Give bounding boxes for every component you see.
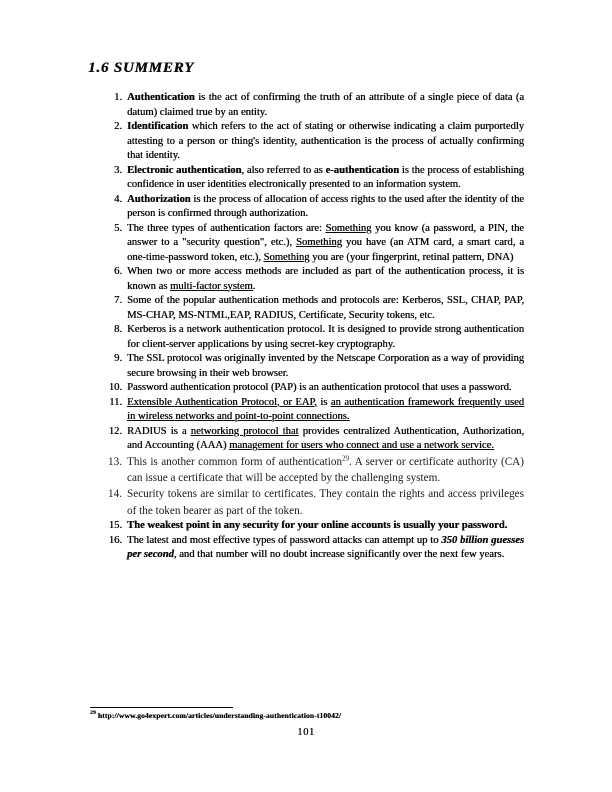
list-item-segment: Authentication — [127, 92, 195, 103]
list-item-segment: e-authentication — [325, 164, 399, 176]
list-item-number: 8. — [114, 324, 122, 335]
list-item-number: 12. — [108, 425, 122, 437]
list-item-text — [127, 120, 524, 164]
list-item-segment: provides centralized Authentication, Authorization, and Accounting (AAA) — [127, 425, 524, 451]
list-item-segment: Identification — [127, 121, 189, 132]
list-item-number: 9. — [114, 353, 122, 364]
list-item-text — [127, 519, 524, 534]
list-item-number: 6. — [114, 266, 122, 277]
list-item-text — [127, 164, 524, 193]
list-item-segment: , also referred to as — [241, 164, 326, 176]
list-item-segment: RADIUS is a — [127, 425, 191, 437]
list-item-number: 16. — [108, 534, 122, 546]
list-item-segment: Extensible Authentication Protocol, or EAP, — [127, 396, 317, 408]
list-item-segment: you know (a password, a PIN, the answer to a "security question", etc.), — [127, 222, 525, 248]
list-item-segment: Something — [263, 251, 310, 263]
list-item-number: 13. — [108, 455, 122, 468]
list-item — [104, 120, 524, 164]
list-item — [104, 534, 524, 563]
summary-list — [104, 91, 524, 563]
list-item-segment: Something — [325, 222, 372, 234]
list-item-segment: is the process of allocation of access rights to the used after the identity of the person is confirmed through authorization. — [127, 193, 524, 219]
list-item-segment: The weakest point in any security for your online accounts is usually your password. — [127, 520, 508, 532]
list-item-number: 4. — [114, 193, 122, 205]
list-item-segment: Security tokens are similar to certificates. They contain the rights and access privileges of the token bearer as part of the token. — [127, 488, 524, 517]
list-item-text — [127, 222, 524, 266]
list-item-segment: The three types of authentication factors are: — [127, 222, 326, 234]
list-item — [104, 265, 524, 294]
list-item-text — [127, 91, 524, 120]
list-item-segment: 350 billion guesses per second — [127, 534, 524, 561]
list-item-number: 15. — [108, 520, 122, 532]
list-item — [104, 396, 524, 425]
list-item-segment: , and that number will no doubt increase significantly over the next few years. — [173, 549, 505, 561]
list-item-segment: an authentication framework frequently used in wireless networks and point-to-point connections. — [127, 396, 524, 422]
footnote-url: http://www.go4expert.com/articles/understanding-authentication-t10042/ — [97, 711, 342, 720]
list-item-text — [127, 193, 524, 222]
list-item — [104, 222, 524, 266]
list-item-segment: Something — [295, 237, 342, 248]
list-item-text — [127, 534, 524, 563]
list-item — [104, 91, 524, 120]
list-item-segment: Electronic authentication — [127, 164, 242, 176]
list-item-segment: This is another common form of authentication — [127, 455, 343, 468]
list-item-segment: . A server or certificate authority (CA) can issue a certificate that will be accepted by the challenging system. — [127, 455, 524, 484]
list-item-segment: you are (your fingerprint, retinal pattern, DNA) — [309, 251, 514, 263]
list-item-text — [127, 323, 524, 352]
list-item-segment: . — [252, 280, 256, 292]
list-item-text — [127, 396, 524, 425]
list-item — [104, 352, 524, 381]
list-item-text — [127, 265, 524, 294]
page-title: 1.6 SUMMERY — [88, 60, 195, 76]
list-item-segment: Some of the popular authentication methods and protocols are: Kerberos, SSL, CHAP, PAP, MS-CHAP, MS-NTML,EAP, RADIUS, Certificate, Security tokens, etc. — [127, 295, 524, 321]
list-item-number: 10. — [108, 382, 122, 393]
list-item-segment: is — [316, 396, 331, 408]
list-item-text — [127, 454, 524, 487]
list-item-segment: The latest and most effective types of password attacks can attempt up to — [127, 534, 442, 546]
list-item — [104, 164, 524, 193]
list-item-segment: which refers to the act of stating or otherwise indicating a claim purportedly attesting to a person or thing's identity, authentication is the process of actually confirming that identity. — [127, 121, 524, 161]
list-item-segment: is the act of confirming the truth of an attribute of a single piece of data (a datum) claimed true by an entity. — [127, 92, 524, 118]
list-item-segment: networking protocol that — [190, 425, 299, 437]
list-item — [104, 193, 524, 222]
list-item — [104, 294, 524, 323]
list-item-number: 2. — [114, 121, 122, 132]
list-item — [104, 519, 524, 534]
list-item-text — [127, 294, 524, 323]
list-item-segment: is the process of establishing confidence in user identities electronically presented to an information system. — [127, 164, 524, 190]
list-item-text — [127, 352, 524, 381]
list-item-number: 7. — [114, 295, 122, 306]
list-item-segment: When two or more access methods are included as part of the authentication process, it is known as — [127, 266, 524, 292]
footnote — [90, 711, 341, 720]
list-item — [104, 425, 524, 454]
list-item-segment: multi-factor system — [169, 280, 253, 292]
list-item — [104, 323, 524, 352]
list-item-number: 3. — [114, 164, 122, 176]
list-item-text — [127, 486, 524, 519]
list-item — [104, 454, 524, 487]
list-item-number: 5. — [114, 222, 122, 234]
list-item-number: 11. — [109, 396, 122, 408]
list-item — [104, 381, 524, 396]
list-item-segment: Password authentication protocol (PAP) is an authentication protocol that uses a password. — [127, 382, 512, 393]
footnote-separator — [90, 707, 233, 708]
list-item-number: 1. — [114, 92, 122, 103]
list-item-segment: management for users who connect and use a network service. — [229, 440, 494, 451]
list-item-segment: Authorization — [127, 193, 191, 205]
list-item-segment: The SSL protocol was originally invented by the Netscape Corporation as a way of providing secure browsing in their web browser. — [127, 353, 524, 379]
list-item-number: 14. — [108, 488, 122, 501]
list-item-segment: 29 — [342, 453, 350, 462]
list-item-segment: you have (an ATM card, a smart card, a one-time-password token, etc.), — [127, 237, 524, 263]
list-item — [104, 486, 524, 519]
page-number: 101 — [297, 727, 315, 738]
list-item-text — [127, 425, 524, 454]
list-item-text — [127, 381, 524, 396]
footnote-ref: 29 — [90, 710, 96, 717]
list-item-segment: Kerberos is a network authentication protocol. It is designed to provide strong authentication for client-server applications by using secret-key cryptography. — [127, 324, 524, 350]
